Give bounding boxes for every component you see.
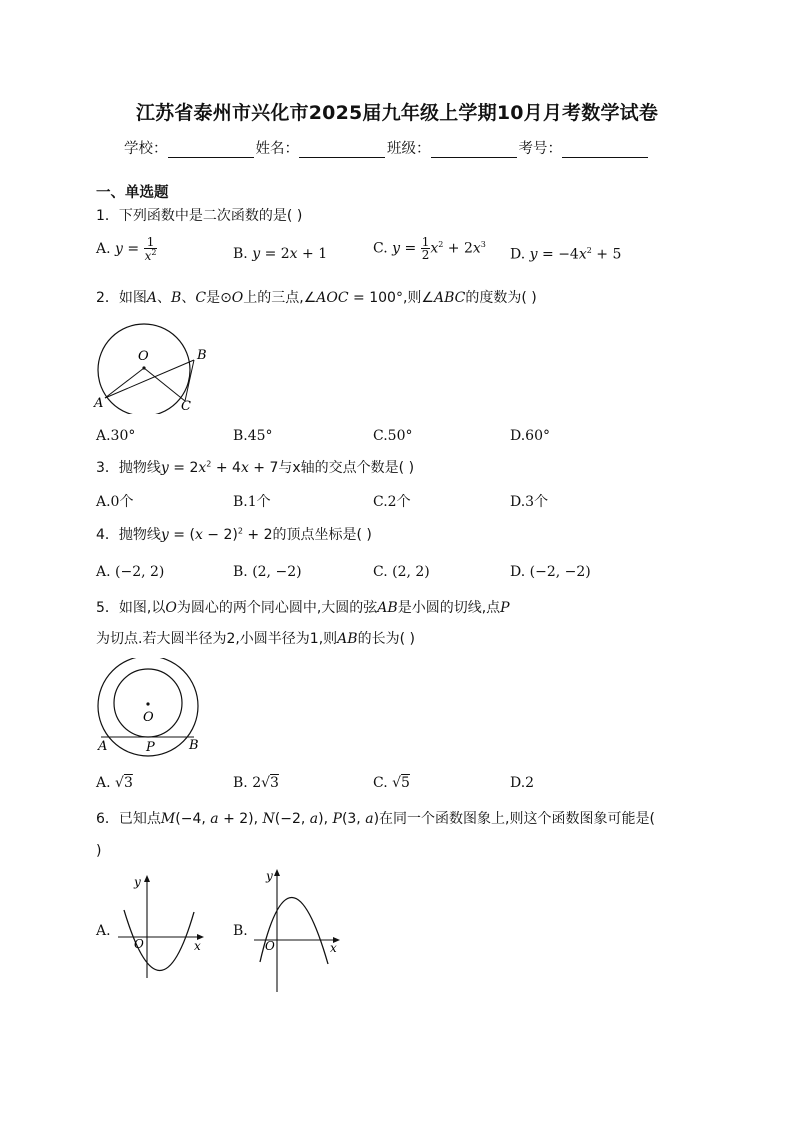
q5-option-c[interactable]: C. √5 (373, 775, 410, 791)
q2-label-o: O (138, 349, 149, 364)
info-row (124, 137, 650, 158)
q5-option-d[interactable]: D.2 (510, 775, 535, 791)
q1-option-c[interactable]: C. y = $\frac{1}{2}$ $x^2 + 2x^3$ (373, 235, 486, 262)
q6b-y-label: y (266, 869, 273, 883)
q2-stem: 2．如图A、B、C是⊙O上的三点,∠AOC = 100°,则∠ABC的度数为( ) (96, 290, 537, 306)
q6-graph-b (248, 864, 344, 994)
q4-option-a[interactable]: A. (−2, 2) (96, 564, 165, 580)
q2-option-d[interactable]: D.60° (510, 428, 550, 444)
q6-option-a[interactable]: A. (96, 923, 111, 939)
q4-option-c[interactable]: C. (2, 2) (373, 564, 430, 580)
q4-stem: 4．抛物线$y = (x - 2)^2 + 2$的顶点坐标是( ) (96, 526, 372, 543)
q2-option-a[interactable]: A.30° (96, 428, 136, 444)
q1-stem: 1．下列函数中是二次函数的是( ) (96, 208, 303, 224)
name-label: 姓名： (255, 141, 299, 157)
q2-label-c: C (181, 399, 191, 414)
q6b-x-label: x (330, 941, 337, 955)
q2-label-b: B (197, 348, 207, 363)
q6a-y-label: y (134, 875, 141, 889)
name-blank[interactable] (299, 143, 385, 158)
exam-title: 江苏省泰州市兴化市2025届九年级上学期10月月考数学试卷 (135, 102, 659, 124)
q6-option-b[interactable]: B. (233, 923, 248, 939)
q4-option-d[interactable]: D. (−2, −2) (510, 564, 591, 580)
q6a-x-label: x (194, 939, 201, 953)
school-label: 学校： (124, 141, 168, 157)
q5-label-o: O (143, 710, 154, 725)
q3-stem: 3．抛物线$y = 2x^2 + 4x + 7$与x轴的交点个数是( ) (96, 459, 415, 476)
q5-stem-line1: 5．如图,以O为圆心的两个同心圆中,大圆的弦AB是小圆的切线,点P (96, 600, 510, 616)
q2-label-a: A (94, 396, 104, 411)
q3-option-a[interactable]: A.0个 (96, 494, 134, 510)
class-label: 班级： (387, 141, 431, 157)
q2-circle-figure (92, 322, 217, 414)
q5-label-p: P (146, 740, 155, 755)
q1-option-d[interactable]: D. $y = -4x^2 + 5$ (510, 246, 622, 263)
q2-option-c[interactable]: C.50° (373, 428, 413, 444)
q6b-origin-label: O (265, 939, 275, 953)
exam-no-blank[interactable] (562, 143, 648, 158)
q1-option-a[interactable]: A. y = $\frac{1}{x^2}$ (96, 235, 157, 263)
q3-option-d[interactable]: D.3个 (510, 494, 549, 510)
q4-option-b[interactable]: B. (2, −2) (233, 564, 302, 580)
school-blank[interactable] (168, 143, 254, 158)
class-blank[interactable] (431, 143, 517, 158)
exam-no-label: 考号： (518, 141, 562, 157)
section-heading: 一、单选题 (96, 185, 169, 201)
q5-concentric-circles-figure (92, 658, 212, 758)
q6-graph-a (112, 870, 208, 982)
q3-option-b[interactable]: B.1个 (233, 494, 271, 510)
q2-option-b[interactable]: B.45° (233, 428, 273, 444)
q5-stem-line2: 为切点.若大圆半径为2,小圆半径为1,则AB的长为( ) (96, 631, 415, 647)
q5-label-b: B (189, 738, 199, 753)
q1-option-b[interactable]: B. y = 2x + 1 (233, 246, 328, 262)
q5-option-b[interactable]: B. 2√3 (233, 775, 279, 791)
q3-option-c[interactable]: C.2个 (373, 494, 411, 510)
q6a-origin-label: O (134, 937, 144, 951)
q6-stem-end: ) (96, 843, 102, 859)
q6-stem: 6．已知点M(−4, a + 2), N(−2, a), P(3, a)在同一个函数图象上,则这个函数图象可能是( (96, 811, 655, 827)
q5-label-a: A (98, 739, 108, 754)
q5-option-a[interactable]: A. √3 (96, 775, 133, 791)
